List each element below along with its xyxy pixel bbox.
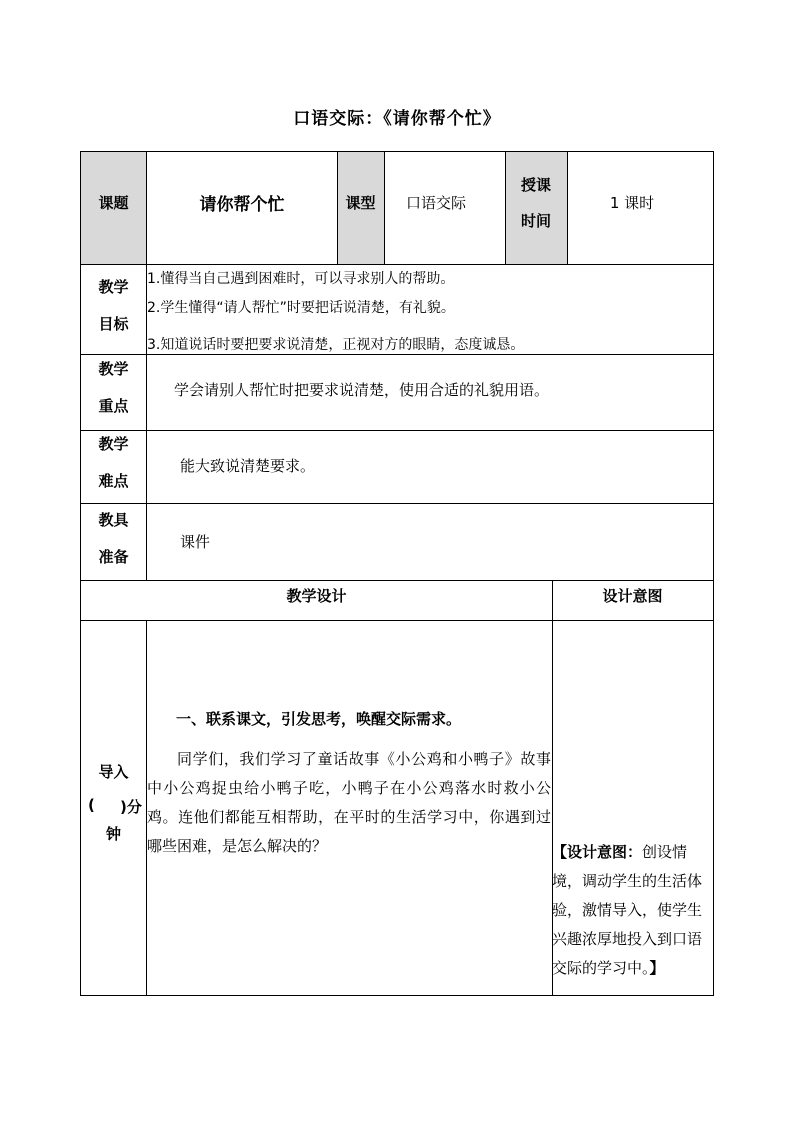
intent-label: 【设计意图： xyxy=(552,843,643,861)
goal-item-3: 3.知道说话时要把要求说清楚，正视对方的眼睛，态度诚恳。 xyxy=(147,337,525,353)
materials-label-line2: 准备 xyxy=(98,548,129,566)
goal-item-1: 1.懂得当自己遇到困难时，可以寻求别人的帮助。 xyxy=(147,271,455,287)
goals-label-line1: 教学 xyxy=(98,278,129,296)
goal-item-2: 2.学生懂得“请人帮忙”时要把话说清楚，有礼貌。 xyxy=(147,300,455,316)
row-divider xyxy=(80,620,714,621)
row-divider xyxy=(80,580,714,581)
key-points-label-line1: 教学 xyxy=(98,360,129,378)
type-label: 课型 xyxy=(345,194,376,212)
row-divider xyxy=(80,264,714,265)
row-divider xyxy=(80,354,714,355)
materials-text: 课件 xyxy=(180,533,211,551)
section-label-line3: 钟 xyxy=(105,825,121,843)
goals-label-line2: 目标 xyxy=(98,315,129,333)
lesson-body: 同学们，我们学习了童话故事《小公鸡和小鸭子》故事中小公鸡捉虫给小鸭子吃，小鸭子在小公鸡落水时救小公鸡。连他们都能互相帮助，在平时的生活学习中，你遇到过哪些困难，是怎么解决的？ xyxy=(147,750,551,855)
intent-text: 创设情境，调动学生的生活体验，激情导入，使学生兴趣浓厚地投入到口语交际的学习中。 xyxy=(552,843,703,977)
time-label-line1: 授课 xyxy=(520,176,551,194)
type-value: 口语交际 xyxy=(405,194,466,212)
col-divider xyxy=(505,151,506,264)
topic-label: 课题 xyxy=(98,194,129,212)
design-column-header: 教学设计 xyxy=(286,587,347,605)
section-label-minutes: )分 xyxy=(120,798,142,816)
time-value: 1 课时 xyxy=(609,194,655,212)
difficulties-text: 能大致说清楚要求。 xyxy=(180,457,316,475)
intent-close: 】 xyxy=(649,959,665,977)
difficulties-label-line1: 教学 xyxy=(98,435,129,453)
design-intent-note xyxy=(552,838,712,983)
time-label-line2: 时间 xyxy=(520,212,551,230)
row-divider xyxy=(80,503,714,504)
page-title: 口语交际：《请你帮个忙》 xyxy=(293,109,501,129)
section-label-line1: 导入 xyxy=(98,763,129,781)
row-divider xyxy=(80,430,714,431)
materials-label-line1: 教具 xyxy=(98,511,129,529)
intent-column-header: 设计意图 xyxy=(602,587,663,605)
topic-value: 请你帮个忙 xyxy=(199,195,285,215)
section-label-open-paren: ( xyxy=(88,796,95,814)
key-points-text: 学会请别人帮忙时把要求说清楚，使用合适的礼貌用语。 xyxy=(174,381,550,399)
lesson-heading: 一、联系课文，引发思考，唤醒交际需求。 xyxy=(176,710,462,728)
difficulties-label-line2: 难点 xyxy=(98,472,129,490)
key-points-label-line2: 重点 xyxy=(98,397,129,415)
